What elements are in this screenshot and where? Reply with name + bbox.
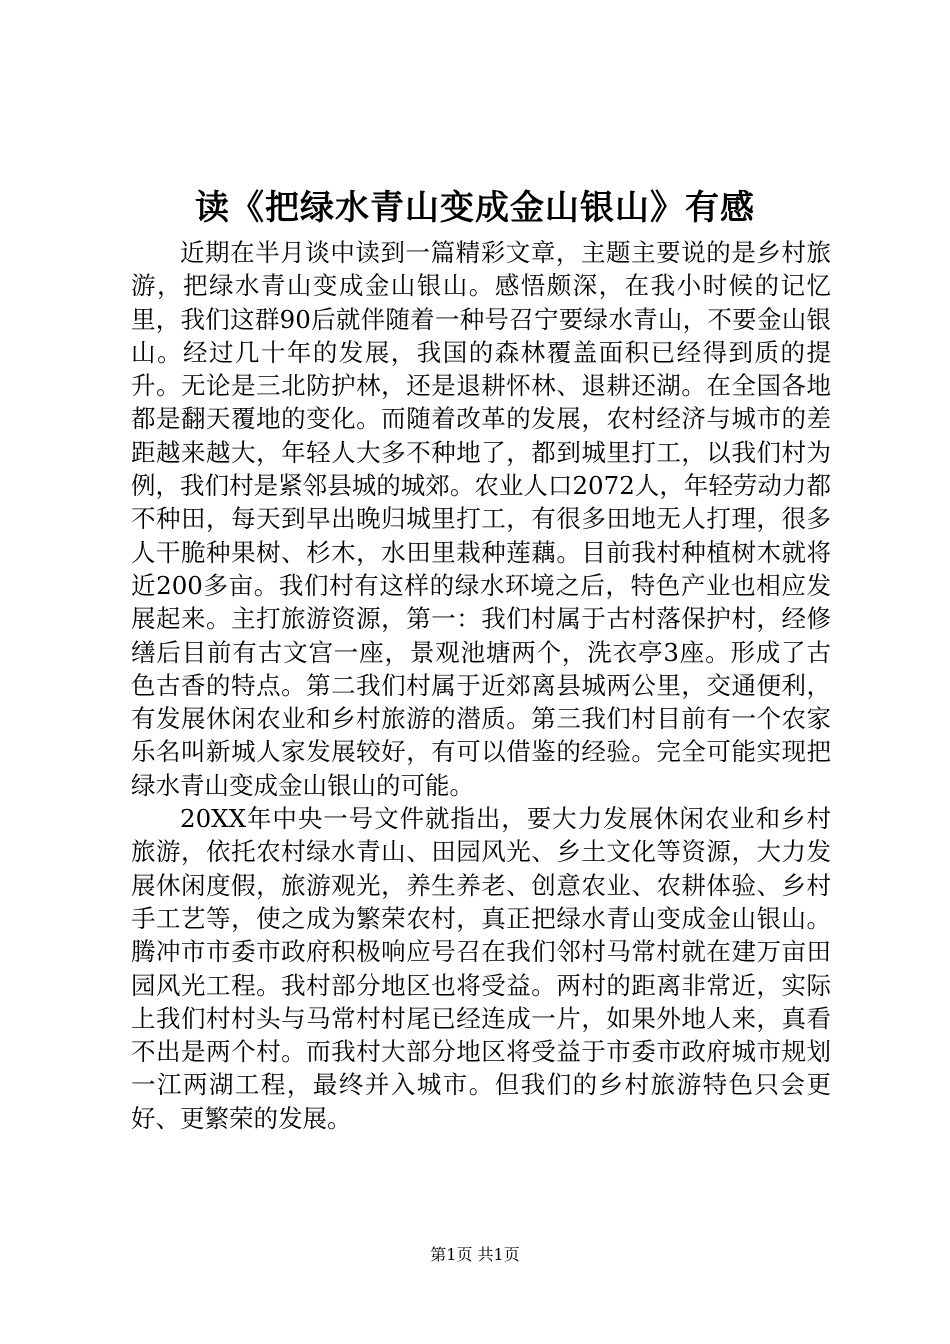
page-number-footer: 第1页 共1页 [430,1245,520,1264]
document-body [131,236,831,1135]
paragraph: 20XX年中央一号文件就指出，要大力发展休闲农业和乡村旅游，依托农村绿水青山、田园风光、乡土文化等资源，大力发展休闲度假，旅游观光，养生养老、创意农业、农耕体验、乡村手工艺等，使之成为繁荣农村，真正把绿水青山变成金山银山。腾冲市市委市政府积极响应号召在我们邻村马常村就在建万亩田园风光工程。我村部分地区也将受益。两村的距离非常近，实际上我们村村头与马常村村尾已经连成一片，如果外地人来，真看不出是两个村。而我村大部分地区将受益于市委市政府城市规划一江两湖工程，最终并入城市。但我们的乡村旅游特色只会更好、更繁荣的发展。 [131,804,831,1133]
document-title: 读《把绿水青山变成金山银山》有感 [195,188,755,228]
paragraph: 近期在半月谈中读到一篇精彩文章，主题主要说的是乡村旅游，把绿水青山变成金山银山。感悟颇深，在我小时候的记忆里，我们这群90后就伴随着一种号召宁要绿水青山，不要金山银山。经过几十年的发展，我国的森林覆盖面积已经得到质的提升。无论是三北防护林，还是退耕怀林、退耕还湖。在全国各地都是翻天覆地的变化。而随着改革的发展，农村经济与城市的差距越来越大，年轻人大多不种地了，都到城里打工，以我们村为例，我们村是紧邻县城的城郊。农业人口2072人，年轻劳动力都不种田，每天到早出晚归城里打工，有很多田地无人打理，很多人干脆种果树、杉木，水田里栽种莲藕。目前我村种植树木就将近200多亩。我们村有这样的绿水环境之后，特色产业也相应发展起来。主打旅游资源，第一：我们村属于古村落保护村，经修缮后目前有古文宫一座，景观池塘两个，洗衣亭3座。形成了古色古香的特点。第二我们村属于近郊离县城两公里，交通便利，有发展休闲农业和乡村旅游的潜质。第三我们村目前有一个农家乐名叫新城人家发展较好，有可以借鉴的经验。完全可能实现把绿水青山变成金山银山的可能。 [131,238,831,800]
